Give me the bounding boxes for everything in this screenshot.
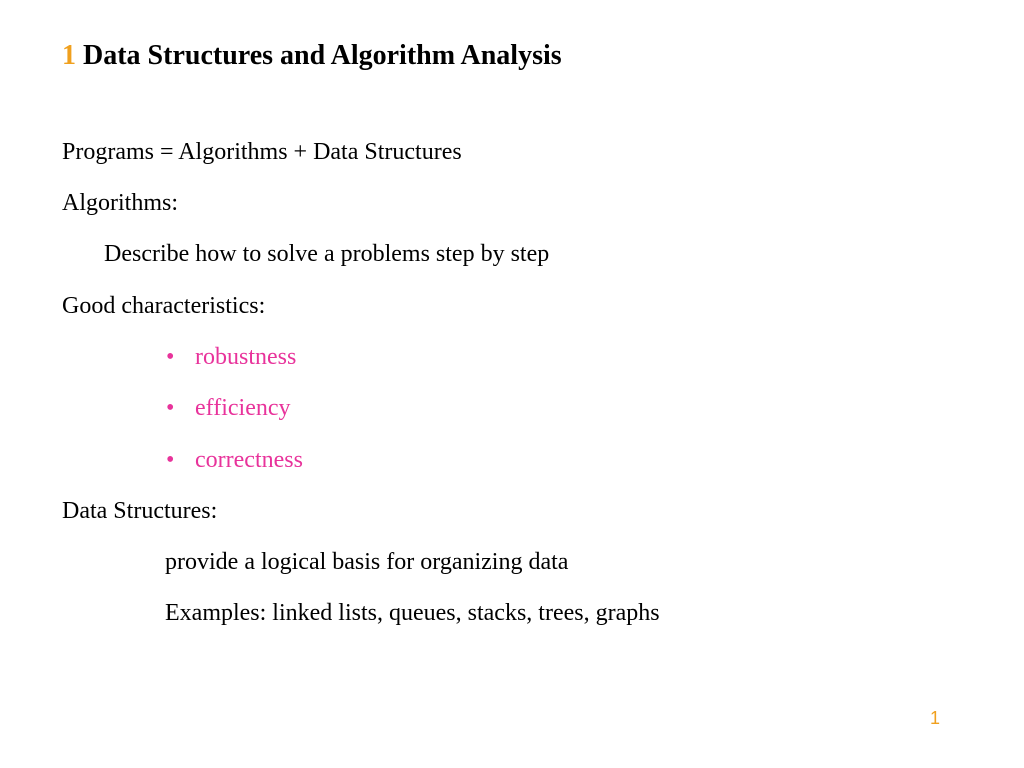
bullet-icon: • — [166, 395, 175, 421]
data-structures-examples: Examples: linked lists, queues, stacks, trees, graphs — [165, 600, 660, 626]
bullet-icon: • — [166, 344, 175, 370]
algorithms-description: Describe how to solve a problems step by step — [104, 241, 550, 267]
title-text: Data Structures and Algorithm Analysis — [83, 40, 562, 71]
algorithms-heading: Algorithms: — [62, 190, 179, 216]
characteristic-item-robustness: robustness — [195, 344, 297, 370]
equation-line: Programs = Algorithms + Data Structures — [62, 139, 462, 165]
characteristic-item-efficiency: efficiency — [195, 395, 291, 421]
data-structures-heading: Data Structures: — [62, 498, 218, 524]
title-number: 1 — [62, 40, 76, 71]
characteristic-item-correctness: correctness — [195, 447, 303, 473]
characteristics-heading: Good characteristics: — [62, 293, 266, 319]
slide-title — [62, 38, 562, 74]
bullet-icon: • — [166, 447, 175, 473]
data-structures-description: provide a logical basis for organizing data — [165, 549, 569, 575]
page-number: 1 — [930, 708, 941, 728]
